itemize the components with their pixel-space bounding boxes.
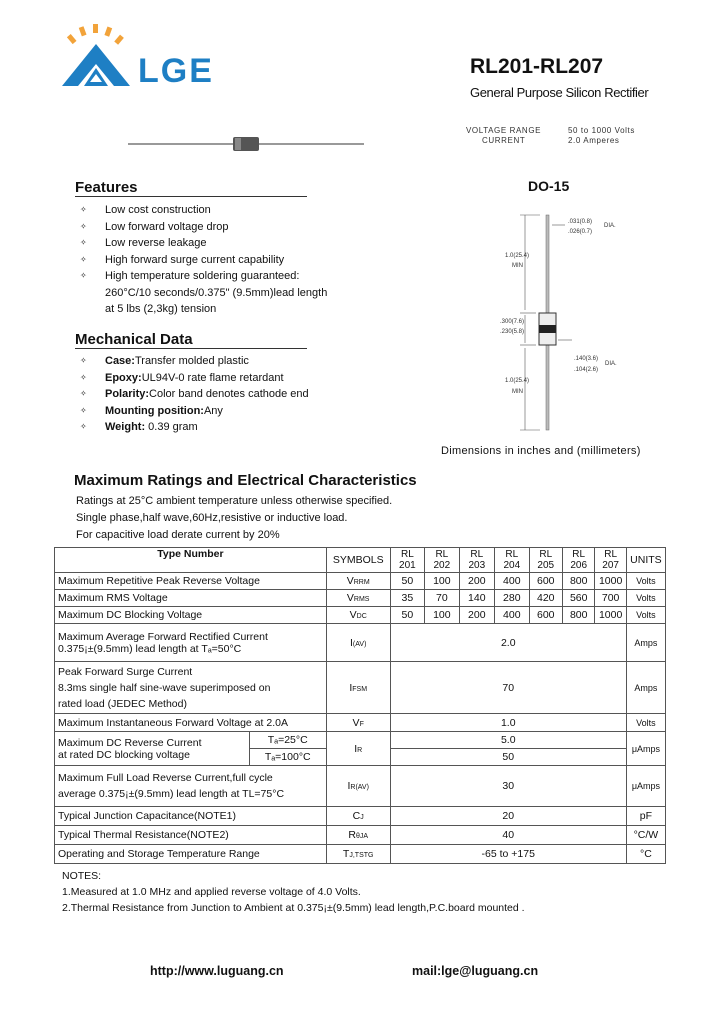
list-item: ✧ Low cost construction xyxy=(76,202,327,219)
bullet-icon: ✧ xyxy=(80,254,87,264)
dim-lead-dia-bot: .026(0.7) xyxy=(568,229,593,235)
bullet-icon: ✧ xyxy=(80,238,87,247)
dim-lead-len-top: 1.0(25.4) xyxy=(505,253,530,259)
table-row: Maximum RMS Voltage VRMS 35 70 140 280 420 560 700 Volts xyxy=(55,590,666,607)
list-item-continued: at 5 lbs (2,3kg) tension xyxy=(105,303,217,315)
dim-dia-label: DIA. xyxy=(604,223,616,229)
bullet-icon: ✧ xyxy=(80,221,87,231)
mechanical-heading: Mechanical Data xyxy=(75,331,193,348)
list-item: ✧ High forward surge current capability xyxy=(76,252,327,269)
bullet-icon: ✧ xyxy=(80,422,87,431)
table-row: Tₐ=100°C 50 xyxy=(55,749,666,766)
mechanical-list xyxy=(76,353,309,436)
footer-mail-link[interactable]: mail:lge@luguang.cn xyxy=(412,964,539,978)
list-item-continued: 260°C/10 seconds/0.375" (9.5mm)lead length xyxy=(105,286,328,299)
logo xyxy=(56,22,136,94)
note-item: 1.Measured at 1.0 MHz and applied reverse voltage of 4.0 Volts. xyxy=(62,886,361,898)
list-item: ✧ Weight: 0.39 gram xyxy=(76,419,309,436)
table-row: Typical Thermal Resistance(NOTE2) RθJA 40 °C/W xyxy=(55,826,666,845)
features-list xyxy=(76,202,327,318)
notes-heading: NOTES: xyxy=(62,870,102,882)
bullet-icon: ✧ xyxy=(80,205,87,214)
features-heading: Features xyxy=(75,179,138,196)
list-item: ✧ Mounting position:Any xyxy=(76,403,309,420)
list-item: ✧ Case:Transfer molded plastic xyxy=(76,353,309,370)
bullet-icon: ✧ xyxy=(80,271,87,280)
header-part: RL 205 xyxy=(529,548,562,573)
condition-line: For capacitive load derate current by 20% xyxy=(76,529,280,541)
bullet-icon: ✧ xyxy=(80,356,87,365)
features-divider xyxy=(75,196,307,197)
list-item: ✧ Polarity:Color band denotes cathode end xyxy=(76,386,309,403)
table-row: Peak Forward Surge Current 8.3ms single half sine-wave superimposed on rated load (JEDEC Method) IFSM 70 Amps xyxy=(55,662,666,714)
logo-mark-icon xyxy=(56,22,136,94)
dim-body-len-bot: .230(5.8) xyxy=(500,329,525,335)
spec-table xyxy=(54,547,666,864)
table-row: Maximum Repetitive Peak Reverse Voltage VRRM 50 100 200 400 600 800 1000 Volts xyxy=(55,573,666,590)
header-part: RL 204 xyxy=(495,548,529,573)
voltage-range-value: 50 to 1000 Volts xyxy=(568,126,635,135)
dim-min-bot: MIN xyxy=(512,389,523,395)
note-item: 2.Thermal Resistance from Junction to Ambient at 0.375¡±(9.5mm) lead length,P.C.board mounted . xyxy=(62,902,525,914)
logo-text: LGE xyxy=(138,52,214,90)
header-part: RL 201 xyxy=(390,548,424,573)
bullet-icon: ✧ xyxy=(80,372,87,382)
table-row: Maximum Average Forward Rectified Current 0.375¡±(9.5mm) lead length at Tₐ=50°C I(AV) 2.0 Amps xyxy=(55,624,666,662)
page-title: RL201-RL207 xyxy=(470,55,604,78)
header-part: RL 206 xyxy=(562,548,594,573)
diode-image xyxy=(128,134,364,156)
header-part: RL 207 xyxy=(595,548,626,573)
dim-body-len-top: .300(7.6) xyxy=(500,319,525,325)
header-type-number: Type Number xyxy=(55,548,327,573)
header-units: UNITS xyxy=(626,548,665,573)
page-subtitle: General Purpose Silicon Rectifier xyxy=(470,85,649,100)
list-item: ✧ Low forward voltage drop xyxy=(76,219,327,236)
list-item: ✧ Low reverse leakage xyxy=(76,235,327,252)
table-row: Maximum DC Blocking Voltage VDC 50 100 200 400 600 800 1000 Volts xyxy=(55,607,666,624)
list-item: ✧ High temperature soldering guaranteed: xyxy=(76,268,327,285)
max-ratings-heading: Maximum Ratings and Electrical Characteristics xyxy=(74,472,417,489)
dimensions-note: Dimensions in inches and (millimeters) xyxy=(441,445,641,457)
table-row: Typical Junction Capacitance(NOTE1) CJ 20 pF xyxy=(55,807,666,826)
dim-dia-label-2: DIA. xyxy=(605,361,617,367)
table-header-row xyxy=(55,548,666,573)
condition-line: Single phase,half wave,60Hz,resistive or inductive load. xyxy=(76,512,348,524)
table-row: Maximum DC Reverse Current at rated DC blocking voltage Tₐ=25°C IR 5.0 μAmps xyxy=(55,732,666,749)
header-part: RL 203 xyxy=(459,548,494,573)
header-symbols: SYMBOLS xyxy=(326,548,390,573)
table-row: Operating and Storage Temperature Range TJ,TSTG -65 to +175 °C xyxy=(55,845,666,864)
package-name: DO-15 xyxy=(528,178,570,194)
footer-url-link[interactable]: http://www.luguang.cn xyxy=(150,964,284,978)
current-label: CURRENT xyxy=(482,136,526,145)
dim-lead-len-bot: 1.0(25.4) xyxy=(505,378,530,384)
dim-body-dia-bot: .104(2.6) xyxy=(574,367,599,373)
current-value: 2.0 Amperes xyxy=(568,136,620,145)
dim-lead-dia-top: .031(0.8) xyxy=(568,219,593,225)
voltage-range-label: VOLTAGE RANGE xyxy=(466,126,542,135)
header-part: RL 202 xyxy=(425,548,459,573)
bullet-icon: ✧ xyxy=(80,405,87,415)
dim-body-dia-top: .140(3.6) xyxy=(574,356,599,362)
table-row: Maximum Full Load Reverse Current,full cycle average 0.375¡±(9.5mm) lead length at TL=75°C IR(AV) 30 μAmps xyxy=(55,766,666,807)
condition-line: Ratings at 25°C ambient temperature unless otherwise specified. xyxy=(76,495,393,507)
package-drawing xyxy=(480,205,640,435)
dim-min-top: MIN xyxy=(512,263,523,269)
list-item: ✧ Epoxy:UL94V-0 rate flame retardant xyxy=(76,370,309,387)
mechanical-divider xyxy=(75,348,307,349)
bullet-icon: ✧ xyxy=(80,389,87,398)
table-row: Maximum Instantaneous Forward Voltage at 2.0A VF 1.0 Volts xyxy=(55,714,666,732)
